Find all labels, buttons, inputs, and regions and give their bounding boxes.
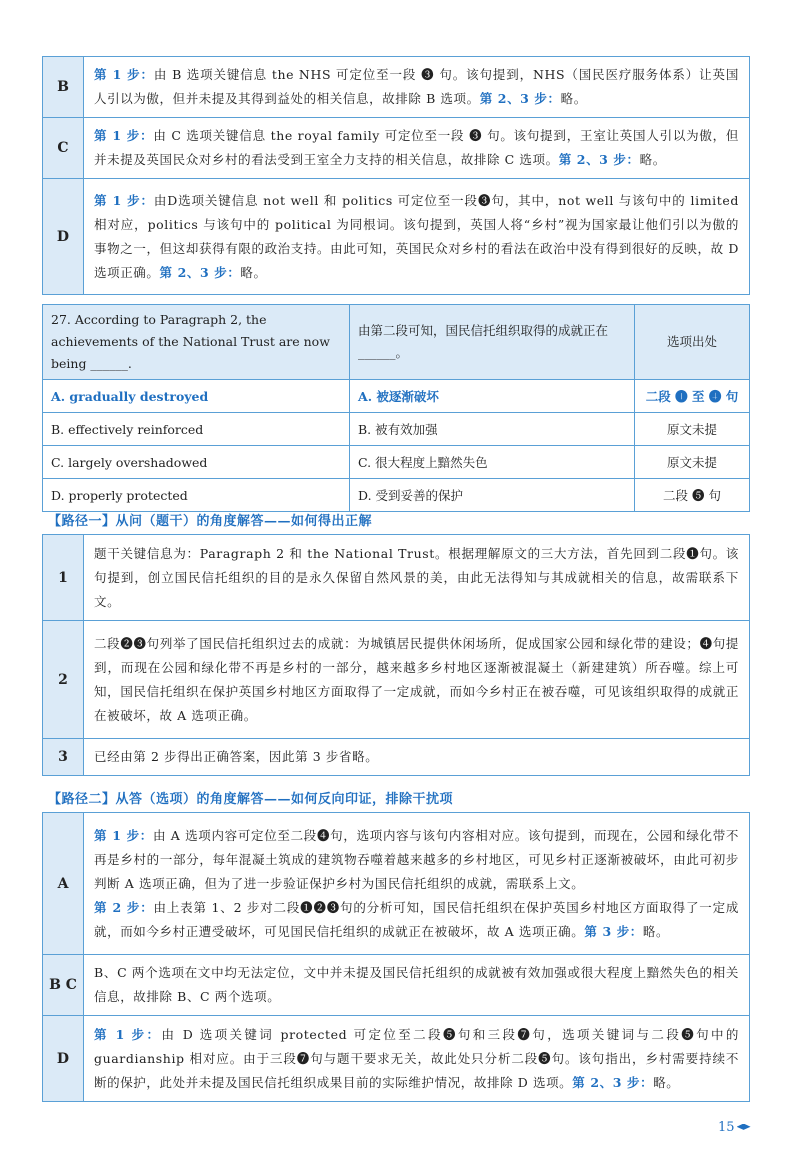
row-label: B bbox=[43, 57, 84, 118]
option-label: A bbox=[43, 813, 84, 955]
table-row bbox=[43, 621, 750, 739]
row-label: C bbox=[43, 118, 84, 179]
path2-heading: 【路径二】从答（选项）的角度解答——如何反向印证，排除干扰项 bbox=[48, 792, 454, 807]
step-text: 二段❷❸句列举了国民信托组织过去的成就：为城镇居民提供休闲场所，促成国家公园和绿化带的建设；❹句提到，而现在公园和绿化带不再是乡村的一部分，越来越多乡村地区逐渐被混凝土（新建建筑）所吞噬。综上可知，国民信托组织在保护英国乡村地区方面取得了一定成就，而如今乡村正在被吞噬，可见该组织取得的成就正在被破坏，故 A 选项正确。 bbox=[84, 621, 750, 739]
option-source: 二段 ❶ 至 ❹ 句 bbox=[635, 380, 750, 413]
option-analysis: 第 1 步：由 D 选项关键词 protected 可定位至二段❺句和三段❼句，选项关键词与二段❺句中的 guardianship 相对应。由于三段❼句与题干要求无关，故此处只分析二段❺句。该句指出，乡村需要持续不断的保护，此处并未提及国民信托组织成果目前的实际维护情况，故排除 D 选项。第 2、3 步：略。 bbox=[84, 1016, 750, 1102]
option-row bbox=[43, 380, 750, 413]
option-cn: C. 很大程度上黯然失色 bbox=[350, 446, 635, 479]
option-source: 原文未提 bbox=[635, 446, 750, 479]
option-label: B C bbox=[43, 955, 84, 1016]
table-row bbox=[43, 118, 750, 179]
option-en: B. effectively reinforced bbox=[43, 413, 350, 446]
step-text: 已经由第 2 步得出正确答案，因此第 3 步省略。 bbox=[84, 739, 750, 776]
page-number: 15 bbox=[718, 1120, 751, 1135]
option-cn: A. 被逐渐破坏 bbox=[350, 380, 635, 413]
option-source: 原文未提 bbox=[635, 413, 750, 446]
row-text: 第 1 步：由 B 选项关键信息 the NHS 可定位至一段 ❸ 句。该句提到，NHS（国民医疗服务体系）让英国人引以为傲，但并未提及其得到益处的相关信息，故排除 B 选项。第 2、3 步：略。 bbox=[84, 57, 750, 118]
table-row bbox=[43, 57, 750, 118]
row-label: D bbox=[43, 179, 84, 295]
option-row bbox=[43, 479, 750, 512]
question-stem-en: 27. According to Paragraph 2, the achievements of the National Trust are now being ______. bbox=[43, 305, 350, 380]
table-row bbox=[43, 535, 750, 621]
option-en: C. largely overshadowed bbox=[43, 446, 350, 479]
path2-table bbox=[42, 812, 750, 1102]
graduation-cap-icon bbox=[737, 1124, 751, 1132]
question-header-row bbox=[43, 305, 750, 380]
question-table bbox=[42, 304, 750, 512]
row-text: 第 1 步：由D选项关键信息 not well 和 politics 可定位至一段❸句，其中，not well 与该句中的 limited 相对应，politics 与该句中的 political 为同根词。该句提到，英国人将“乡村”视为国家最让他们引以为傲的事物之一，但这却获得有限的政治支持。由此可知，英国民众对乡村的看法在政治中没有得到很好的反映，故 D 选项正确。第 2、3 步：略。 bbox=[84, 179, 750, 295]
option-row bbox=[43, 446, 750, 479]
step-text: 题干关键信息为：Paragraph 2 和 the National Trust。根据理解原文的三大方法，首先回到二段❶句。该句提到，创立国民信托组织的目的是永久保留自然风景的美，由此无法得知与其成就相关的信息，故需联系下文。 bbox=[84, 535, 750, 621]
step-number: 3 bbox=[43, 739, 84, 776]
table-row bbox=[43, 1016, 750, 1102]
table-row bbox=[43, 955, 750, 1016]
option-analysis: B、C 两个选项在文中均无法定位，文中并未提及国民信托组织的成就被有效加强或很大程度上黯然失色的相关信息，故排除 B、C 两个选项。 bbox=[84, 955, 750, 1016]
table-row bbox=[43, 179, 750, 295]
option-cn: D. 受到妥善的保护 bbox=[350, 479, 635, 512]
option-label: D bbox=[43, 1016, 84, 1102]
table-row bbox=[43, 739, 750, 776]
step-number: 1 bbox=[43, 535, 84, 621]
option-en: D. properly protected bbox=[43, 479, 350, 512]
table-row bbox=[43, 813, 750, 955]
path1-heading: 【路径一】从问（题干）的角度解答——如何得出正解 bbox=[48, 514, 373, 529]
step-number: 2 bbox=[43, 621, 84, 739]
option-en: A. gradually destroyed bbox=[43, 380, 350, 413]
row-text: 第 1 步：由 C 选项关键信息 the royal family 可定位至一段 ❸ 句。该句提到，王室让英国人引以为傲，但并未提及英国民众对乡村的看法受到王室全力支持的相关信息，故排除 C 选项。第 2、3 步：略。 bbox=[84, 118, 750, 179]
option-cn: B. 被有效加强 bbox=[350, 413, 635, 446]
option-source: 二段 ❺ 句 bbox=[635, 479, 750, 512]
option-analysis: 第 1 步：由 A 选项内容可定位至二段❹句，选项内容与该句内容相对应。该句提到，而现在，公园和绿化带不再是乡村的一部分，每年混凝土筑成的建筑物吞噬着越来越多的乡村地区，可见乡村正逐渐被破坏，由此可初步判断 A 选项正确，但为了进一步验证保护乡村为国民信托组织的成就，需联系上文。 第 2 步：由上表第 1、2 步对二段❶❷❸句的分析可知，国民信托组织在保护英国乡村地区方面取得了一定成就，而如今乡村正遭受破坏，可见国民信托组织的成就正在被破坏，故 A 选项正确。第 3 步：略。 bbox=[84, 813, 750, 955]
question-stem-cn: 由第二段可知，国民信托组织取得的成就正在______。 bbox=[350, 305, 635, 380]
source-column-header: 选项出处 bbox=[635, 305, 750, 380]
path1-table bbox=[42, 534, 750, 776]
option-analysis-table-top bbox=[42, 56, 750, 295]
option-row bbox=[43, 413, 750, 446]
